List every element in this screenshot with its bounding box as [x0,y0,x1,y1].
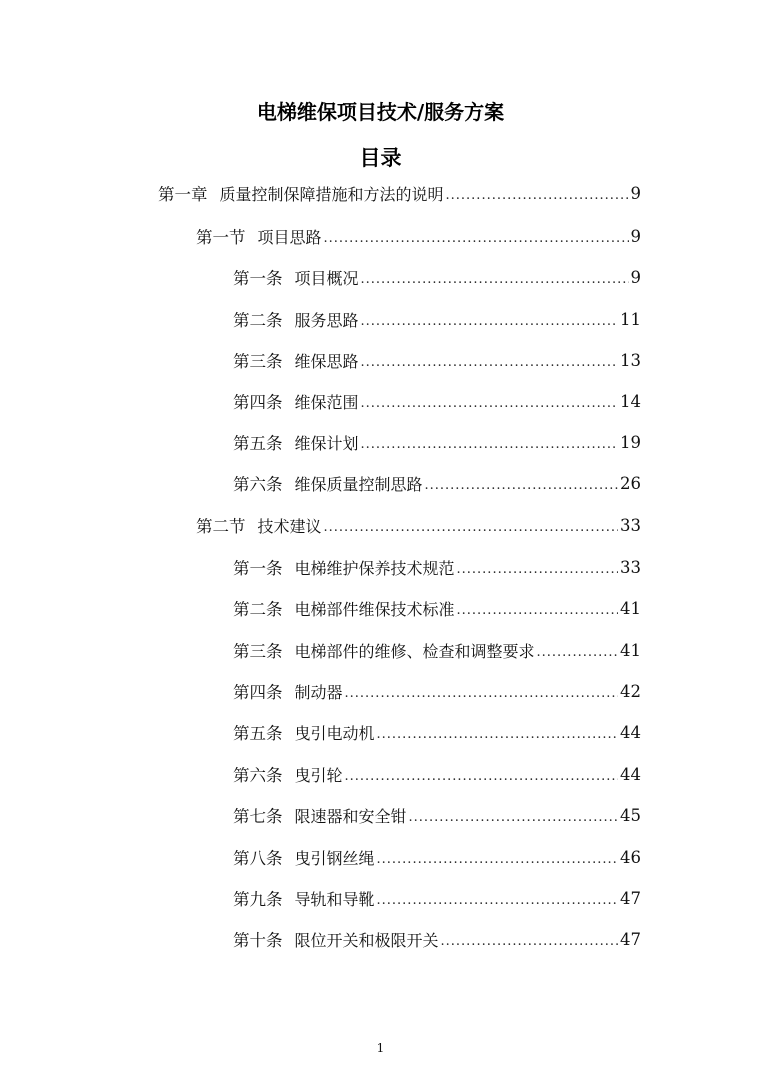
toc-page-number: 41 [620,598,641,618]
toc-page-number: 9 [630,267,641,287]
toc-number: 第二节 [196,517,246,536]
dot-leader [345,769,618,784]
toc-entry-article[interactable] [233,886,641,910]
dot-leader [425,478,618,493]
dot-leader [361,355,618,370]
toc-page-number: 41 [620,640,641,660]
toc-entry-article[interactable] [233,803,641,827]
toc-title: 技术建议 [257,516,322,536]
toc-title: 电梯部件维保技术标准 [294,599,455,619]
dot-leader [457,562,618,577]
toc-page-number: 13 [620,350,641,370]
toc-page-number: 26 [620,473,641,493]
toc-number: 第一节 [196,228,246,247]
toc-title: 限位开关和极限开关 [294,930,439,950]
toc-title: 曳引轮 [294,765,343,785]
dot-leader [537,645,618,660]
toc-title: 限速器和安全钳 [294,806,407,826]
toc-number: 第三条 [233,642,283,661]
toc-page-number: 33 [620,515,641,535]
dot-leader [377,727,618,742]
toc-page-number: 42 [620,681,641,701]
toc-entry-article[interactable] [233,596,641,620]
toc-number: 第六条 [233,475,283,494]
toc-title: 电梯维护保养技术规范 [294,558,455,578]
toc-entry-section-2[interactable] [196,513,641,537]
toc-title: 制动器 [294,682,343,702]
toc-page-number: 11 [620,309,641,329]
toc-entry-section-1[interactable] [196,224,641,248]
dot-leader [457,603,618,618]
document-title: 电梯维保项目技术/服务方案 [256,100,505,124]
toc-page-number: 9 [630,183,641,203]
toc-entry-article[interactable] [233,720,641,744]
toc-number: 第二条 [233,600,283,619]
dot-leader [361,437,618,452]
toc-number: 第六条 [233,766,283,785]
toc-title: 项目思路 [257,227,322,247]
toc-number: 第一条 [233,269,283,288]
toc-entry-article[interactable] [233,265,641,289]
dot-leader [361,314,618,329]
toc-entry-article[interactable] [233,471,641,495]
toc-number: 第四条 [233,683,283,702]
toc-page-number: 46 [620,847,641,867]
toc-title: 维保质量控制思路 [294,474,423,494]
dot-leader [409,810,618,825]
toc-page-number: 47 [620,888,641,908]
toc-page-number: 14 [620,391,641,411]
toc-entry-article[interactable] [233,348,641,372]
toc-entry-article[interactable] [233,430,641,454]
toc-title: 维保计划 [294,433,359,453]
toc-number: 第七条 [233,807,283,826]
toc-page-number: 45 [620,805,641,825]
dot-leader [361,272,629,287]
dot-leader [446,188,629,203]
toc-page-number: 33 [620,557,641,577]
toc-page-number: 19 [620,432,641,452]
dot-leader [377,893,618,908]
toc-number: 第五条 [233,434,283,453]
toc-page-number: 9 [630,226,641,246]
toc-number: 第八条 [233,849,283,868]
toc-entry-article[interactable] [233,679,641,703]
toc-page-number: 44 [620,764,641,784]
dot-leader [441,934,618,949]
toc-title: 项目概况 [294,268,359,288]
dot-leader [324,231,629,246]
toc-title: 质量控制保障措施和方法的说明 [219,184,444,204]
toc-number: 第三条 [233,352,283,371]
toc-entry-article[interactable] [233,389,641,413]
toc-number: 第九条 [233,890,283,909]
toc-entry-article[interactable] [233,638,641,662]
toc-title: 导轨和导靴 [294,889,375,909]
toc-entry-article[interactable] [233,927,641,951]
toc-page-number: 44 [620,722,641,742]
toc-number: 第十条 [233,931,283,950]
toc-entry-article[interactable] [233,307,641,331]
toc-page-number: 47 [620,929,641,949]
toc-entry-article[interactable] [233,555,641,579]
toc-title: 曳引电动机 [294,723,375,743]
toc-title: 维保思路 [294,351,359,371]
toc-title: 电梯部件的维修、检查和调整要求 [294,641,535,661]
toc-number: 第一章 [158,185,208,204]
toc-number: 第五条 [233,724,283,743]
toc-number: 第二条 [233,311,283,330]
toc-number: 第四条 [233,393,283,412]
toc-title: 服务思路 [294,310,359,330]
toc-title: 维保范围 [294,392,359,412]
dot-leader [377,852,618,867]
toc-entry-article[interactable] [233,845,641,869]
toc-heading: 目录 [359,146,402,170]
dot-leader [361,396,618,411]
toc-entry-article[interactable] [233,762,641,786]
toc-title: 曳引钢丝绳 [294,848,375,868]
dot-leader [324,520,618,535]
toc-entry-chapter-1[interactable] [158,181,641,205]
dot-leader [345,686,618,701]
page-number: 1 [376,1041,385,1055]
toc-number: 第一条 [233,559,283,578]
